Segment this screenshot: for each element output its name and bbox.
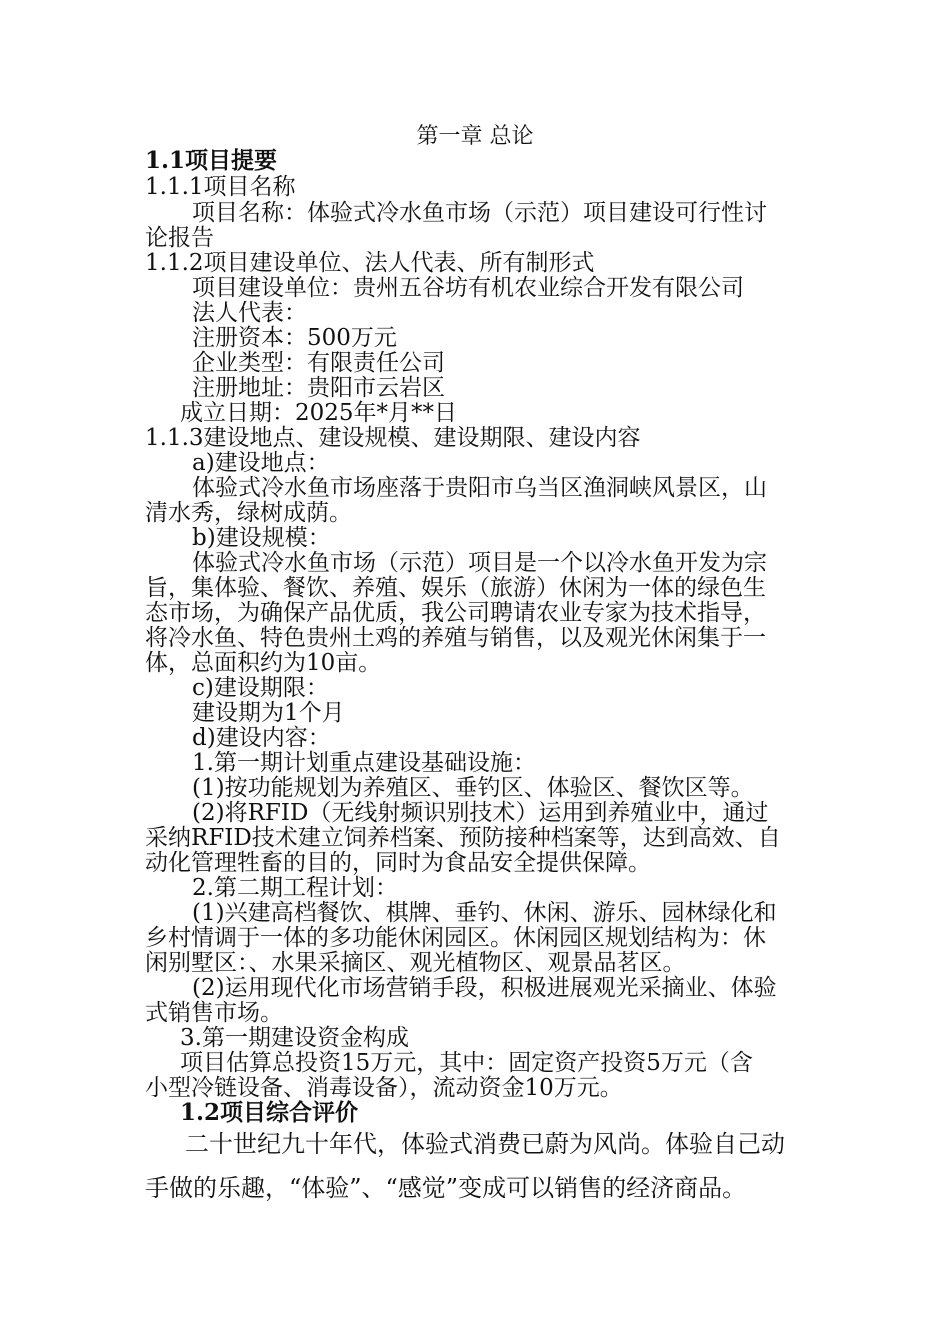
content-label: d)建设内容： — [192, 725, 331, 751]
phase-1-title: 1.第一期计划重点建设基础设施： — [192, 750, 536, 776]
scale-label: b)建设规模： — [192, 525, 331, 551]
phase-2-item-1-line-3: 闲别墅区：、水果采摘区、观光植物区、观景品茗区。 — [145, 950, 686, 976]
period-text: 建设期为1个月 — [192, 700, 345, 726]
section-1-1-1-heading: 1.1.1项目名称 — [145, 174, 296, 200]
evaluation-text-line-2: 手做的乐趣，“体验”、“感觉”变成可以销售的经济商品。 — [145, 1174, 747, 1202]
scale-text-line-3: 态市场，为确保产品优质，我公司聘请农业专家为技术指导， — [145, 600, 766, 626]
project-name-line-2: 论报告 — [145, 225, 214, 251]
project-name-line-1: 项目名称：体验式冷水鱼市场（示范）项目建设可行性讨 — [192, 200, 767, 226]
scale-text-line-2: 旨，集体验、餐饮、养殖、娱乐（旅游）休闲为一体的绿色生 — [145, 575, 766, 601]
registered-address: 注册地址：贵阳市云岩区 — [192, 375, 445, 401]
funds-text-line-1: 项目估算总投资15万元，其中：固定资产投资5万元（含 — [180, 1050, 753, 1076]
evaluation-text-line-1: 二十世纪九十年代，体验式消费已蔚为风尚。体验自己动 — [185, 1130, 785, 1158]
section-1-1-heading: 1.1项目提要 — [145, 147, 278, 174]
phase-2-title: 2.第二期工程计划： — [192, 875, 398, 901]
phase-2-item-2-line-1: (2)运用现代化市场营销手段，积极进展观光采摘业、体验 — [192, 975, 777, 1001]
phase-1-item-2-line-2: 采纳RFID技术建立饲养档案、预防接种档案等，达到高效、自 — [145, 825, 781, 851]
construction-unit: 项目建设单位：贵州五谷坊有机农业综合开发有限公司 — [192, 275, 744, 301]
funds-text-line-2: 小型冷链设备、消毒设备），流动资金10万元。 — [145, 1075, 623, 1101]
phase-2-item-1-line-2: 乡村情调于一体的多功能休闲园区。休闲园区规划结构为：休 — [145, 925, 766, 951]
funds-title: 3.第一期建设资金构成 — [180, 1025, 409, 1051]
chapter-title: 第一章 总论 — [416, 124, 534, 149]
phase-1-item-2-line-3: 动化管理牲畜的目的，同时为食品安全提供保障。 — [145, 850, 651, 876]
phase-1-item-1: (1)按功能规划为养殖区、垂钓区、体验区、餐饮区等。 — [192, 775, 754, 801]
founding-date: 成立日期：2025年*月**日 — [180, 400, 458, 426]
location-text-line-1: 体验式冷水鱼市场座落于贵阳市乌当区渔洞峡风景区，山 — [192, 475, 767, 501]
scale-text-line-5: 体，总面积约为10亩。 — [145, 650, 382, 676]
section-1-1-3-heading: 1.1.3建设地点、建设规模、建设期限、建设内容 — [145, 425, 641, 451]
phase-2-item-2-line-2: 式销售市场。 — [145, 1000, 283, 1026]
registered-capital: 注册资本：500万元 — [192, 325, 397, 351]
period-label: c)建设期限： — [192, 675, 329, 701]
location-label: a)建设地点： — [192, 450, 330, 476]
company-type: 企业类型：有限责任公司 — [192, 350, 445, 376]
section-1-2-heading: 1.2项目综合评价 — [180, 1099, 359, 1126]
section-1-1-2-heading: 1.1.2项目建设单位、法人代表、所有制形式 — [145, 250, 595, 276]
legal-representative: 法人代表： — [192, 300, 307, 326]
location-text-line-2: 清水秀，绿树成荫。 — [145, 500, 352, 526]
scale-text-line-1: 体验式冷水鱼市场（示范）项目是一个以冷水鱼开发为宗 — [192, 550, 767, 576]
evaluation-paragraph — [145, 1122, 815, 1210]
phase-1-item-2-line-1: (2)将RFID（无线射频识别技术）运用到养殖业中，通过 — [192, 800, 769, 826]
phase-2-item-1-line-1: (1)兴建高档餐饮、棋牌、垂钓、休闲、游乐、园林绿化和 — [192, 900, 777, 926]
scale-text-line-4: 将冷水鱼、特色贵州土鸡的养殖与销售，以及观光休闲集于一 — [145, 625, 766, 651]
